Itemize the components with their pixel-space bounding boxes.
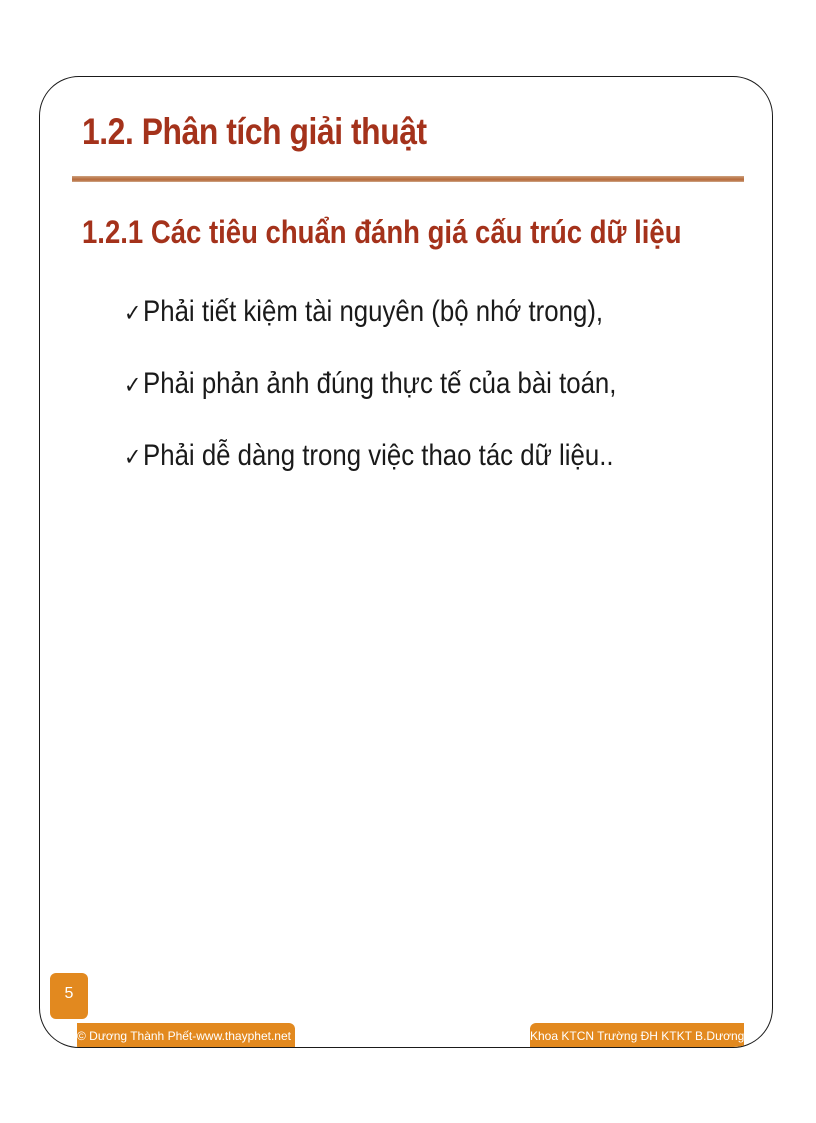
list-item-text: Phải phản ảnh đúng thực tế của bài toán, bbox=[143, 367, 617, 400]
page-number: 5 bbox=[64, 985, 74, 1002]
list-item bbox=[124, 295, 616, 367]
list-item-text: Phải dễ dàng trong việc thao tác dữ liệu.. bbox=[143, 439, 614, 472]
slide-title: 1.2. Phân tích giải thuật bbox=[82, 111, 427, 152]
title-divider bbox=[72, 176, 744, 182]
slide-frame bbox=[39, 76, 773, 1048]
check-icon: ✓ bbox=[124, 444, 142, 471]
list-item bbox=[124, 367, 616, 439]
check-icon: ✓ bbox=[124, 300, 142, 327]
list-item bbox=[124, 439, 616, 511]
page-number-badge bbox=[50, 973, 88, 1019]
check-icon: ✓ bbox=[124, 372, 142, 399]
list-item-text: Phải tiết kiệm tài nguyên (bộ nhớ trong), bbox=[143, 295, 604, 328]
criteria-list bbox=[124, 295, 697, 511]
footer-copyright: © Dương Thành Phết-www.thayphet.net bbox=[77, 1023, 295, 1048]
footer-institution: Khoa KTCN Trường ĐH KTKT B.Dương bbox=[530, 1023, 744, 1048]
section-heading: 1.2.1 Các tiêu chuẩn đánh giá cấu trúc dữ liệu bbox=[82, 214, 682, 250]
